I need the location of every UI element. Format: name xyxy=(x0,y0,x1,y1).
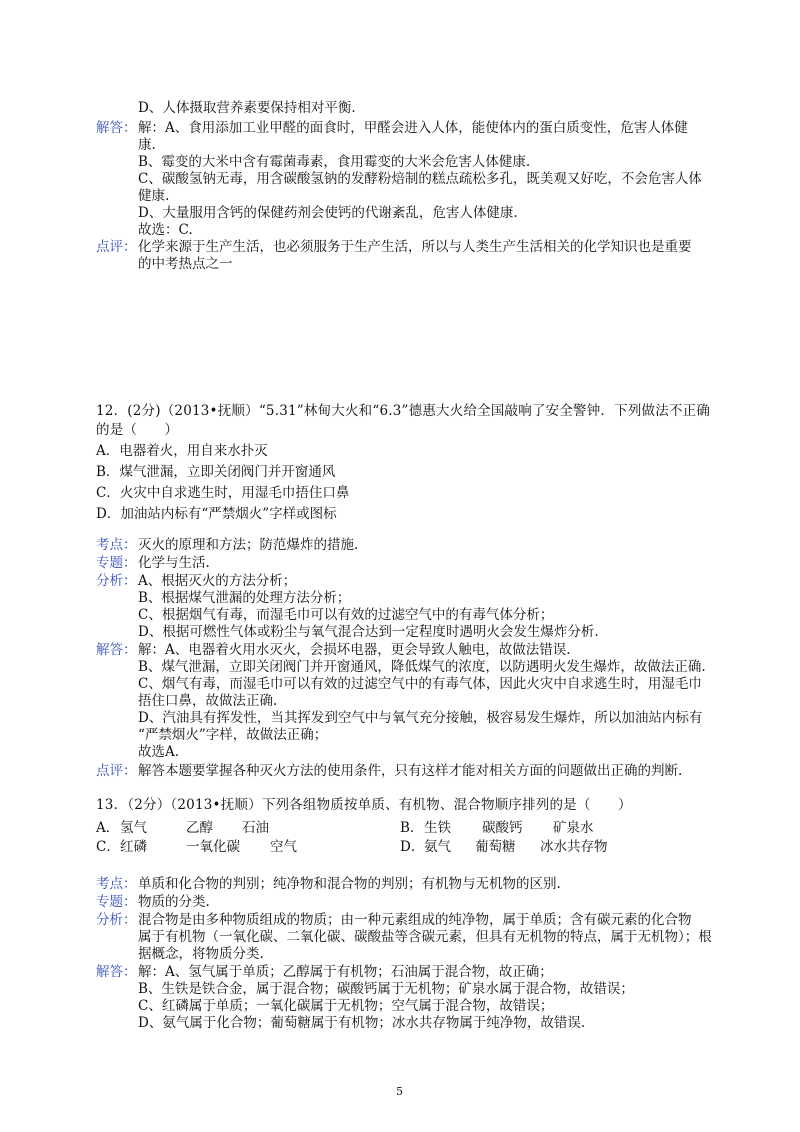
q12-fenxi-line: A、根据灭火的方法分析； xyxy=(138,573,297,589)
q12-jieda-line: C、烟气有毒，而湿毛巾可以有效的过滤空气中的有毒气体，因此火灾中自求逃生时，用湿毛巾 xyxy=(138,676,702,692)
q12-option: A．电器着火，用自来水扑灭 xyxy=(96,443,268,459)
q13-zhuanti-label: 专题： xyxy=(96,894,137,910)
q12-stem: 12．(2分)（2013•抚顺）“5.31”林甸大火和“6.3”德惠大火给全国敲响了安全警钟．下列做法不正确 xyxy=(96,403,711,419)
q13-option-item: 空气 xyxy=(270,839,297,855)
q13-option-item: 乙醇 xyxy=(186,820,213,836)
q12-dianping-label: 点评： xyxy=(96,763,137,779)
q13-fenxi-label: 分析： xyxy=(96,912,137,928)
q12-fenxi-line: B、根据煤气泄漏的处理方法分析； xyxy=(138,590,351,606)
q11-comment-line: 化学来源于生产生活，也必须服务于生产生活，所以与人类生产生活相关的化学知识也是重要 xyxy=(138,239,692,255)
q12-stem: 的是（ ） xyxy=(96,422,179,438)
q12-fenxi-line: C、根据烟气有毒，而湿毛巾可以有效的过滤空气中的有毒气体分析； xyxy=(138,607,554,623)
q13-option-item: 生铁 xyxy=(424,820,451,836)
q12-zhuanti: 化学与生活. xyxy=(138,555,210,571)
q13-option-item: 碳酸钙 xyxy=(482,820,523,836)
q12-option: C．火灾中自求逃生时，用湿毛巾捂住口鼻 xyxy=(96,485,350,501)
q12-jieda-line: “严禁烟火”字样，故做法正确； xyxy=(138,727,328,743)
q12-jieda-line: D、汽油具有挥发性，当其挥发到空气中与氧气充分接触，极容易发生爆炸，所以加油站内标有 xyxy=(138,710,703,726)
q12-fenxi-line: D、根据可燃性气体或粉尘与氧气混合达到一定程度时遇明火会发生爆炸分析. xyxy=(138,624,599,640)
q13-jieda-line: B、生铁是铁合金，属于混合物；碳酸钙属于无机物；矿泉水属于混合物，故错误； xyxy=(138,981,634,997)
q13-option-item: 矿泉水 xyxy=(553,820,594,836)
q13-zhuanti: 物质的分类. xyxy=(138,894,210,910)
q12-jieda-line: 解：A、电器着火用水灭火，会损坏电器，更会导致人触电，故做法错误. xyxy=(138,642,571,658)
q13-option-key: B． xyxy=(400,820,424,836)
q13-option-item: 氨气 xyxy=(424,839,451,855)
q13-option-item: 氢气 xyxy=(120,820,147,836)
q12-kaodian-label: 考点： xyxy=(96,537,137,553)
q11-comment-label: 点评： xyxy=(96,239,137,255)
q12-dianping: 解答本题要掌握各种灭火方法的使用条件，只有这样才能对相关方面的问题做出正确的判断. xyxy=(138,763,683,779)
q11-answer-line: B、霉变的大米中含有霉菌毒素，食用霉变的大米会危害人体健康. xyxy=(138,154,531,170)
q11-answer-line: 康. xyxy=(138,137,156,153)
q13-option-key: A． xyxy=(96,820,120,836)
q13-option-b xyxy=(400,819,423,837)
q13-jieda-line: D、氨气属于化合物；葡萄糖属于有机物；冰水共存物属于纯净物，故错误. xyxy=(138,1015,586,1031)
q13-fenxi-line: 属于有机物（一氧化碳、二氧化碳、碳酸盐等含碳元素，但具有无机物的特点，属于无机物）；根 xyxy=(138,929,712,945)
q13-option-item: 一氧化碳 xyxy=(186,839,240,855)
q11-answer-line: 故选：C. xyxy=(138,222,193,238)
q13-option-c xyxy=(96,838,120,856)
q12-jieda-line: 故选A. xyxy=(138,744,180,760)
q13-fenxi-line: 混合物是由多种物质组成的物质；由一种元素组成的纯净物，属于单质；含有碳元素的化合物 xyxy=(138,912,692,928)
q12-kaodian: 灭火的原理和方法；防范爆炸的措施. xyxy=(138,537,359,553)
q13-stem: 13．（2分）（2013•抚顺）下列各组物质按单质、有机物、混合物顺序排列的是（ ） xyxy=(96,797,632,813)
q13-option-key: D． xyxy=(400,839,425,855)
q12-fenxi-label: 分析： xyxy=(96,573,137,589)
q12-zhuanti-label: 专题： xyxy=(96,555,137,571)
q12-jieda-line: 捂住口鼻，故做法正确. xyxy=(138,693,278,709)
q11-answer-line: 健康. xyxy=(138,188,170,204)
q11-comment-line: 的中考热点之一 xyxy=(138,256,233,272)
q11-answer-line: D、大量服用含钙的保健药剂会使钙的代谢紊乱，危害人体健康. xyxy=(138,205,518,221)
q12-option: D．加油站内标有“严禁烟火”字样或图标 xyxy=(96,506,337,522)
q13-jieda-line: 解：A、氢气属于单质；乙醇属于有机物；石油属于混合物，故正确； xyxy=(138,964,553,980)
q13-option-item: 石油 xyxy=(242,820,269,836)
page-number: 5 xyxy=(396,1085,403,1098)
q13-kaodian-label: 考点： xyxy=(96,876,137,892)
q11-answer-line: C、碳酸氢钠无毒，用含碳酸氢钠的发酵粉焙制的糕点疏松多孔，既美观又好吃，不会危害人体 xyxy=(138,171,702,187)
q13-kaodian: 单质和化合物的判别；纯净物和混合物的判别；有机物与无机物的区别. xyxy=(138,876,561,892)
q12-jieda-label: 解答： xyxy=(96,642,137,658)
q11-answer-line: 解：A、食用添加工业甲醛的面食时，甲醛会进入人体，能使体内的蛋白质变性，危害人体健 xyxy=(138,120,688,136)
q13-option-a xyxy=(96,819,119,837)
q13-option-item: 冰水共存物 xyxy=(540,839,608,855)
q12-jieda-line: B、煤气泄漏，立即关闭阀门并开窗通风，降低煤气的浓度，以防遇明火发生爆炸，故做法正确. xyxy=(138,659,706,675)
q13-option-item: 葡萄糖 xyxy=(475,839,516,855)
q13-option-item: 红磷 xyxy=(120,839,147,855)
q13-jieda-line: C、红磷属于单质；一氧化碳属于无机物；空气属于混合物，故错误； xyxy=(138,998,554,1014)
q11-option-d: D、人体摄取营养素要保持相对平衡. xyxy=(138,100,356,116)
q12-option: B．煤气泄漏，立即关闭阀门并开窗通风 xyxy=(96,464,336,480)
q13-jieda-label: 解答： xyxy=(96,964,137,980)
q11-answer-label: 解答： xyxy=(96,120,137,136)
q13-option-key: C． xyxy=(96,839,120,855)
q13-option-d xyxy=(400,838,424,856)
q13-fenxi-line: 据概念，将物质分类. xyxy=(138,946,264,962)
